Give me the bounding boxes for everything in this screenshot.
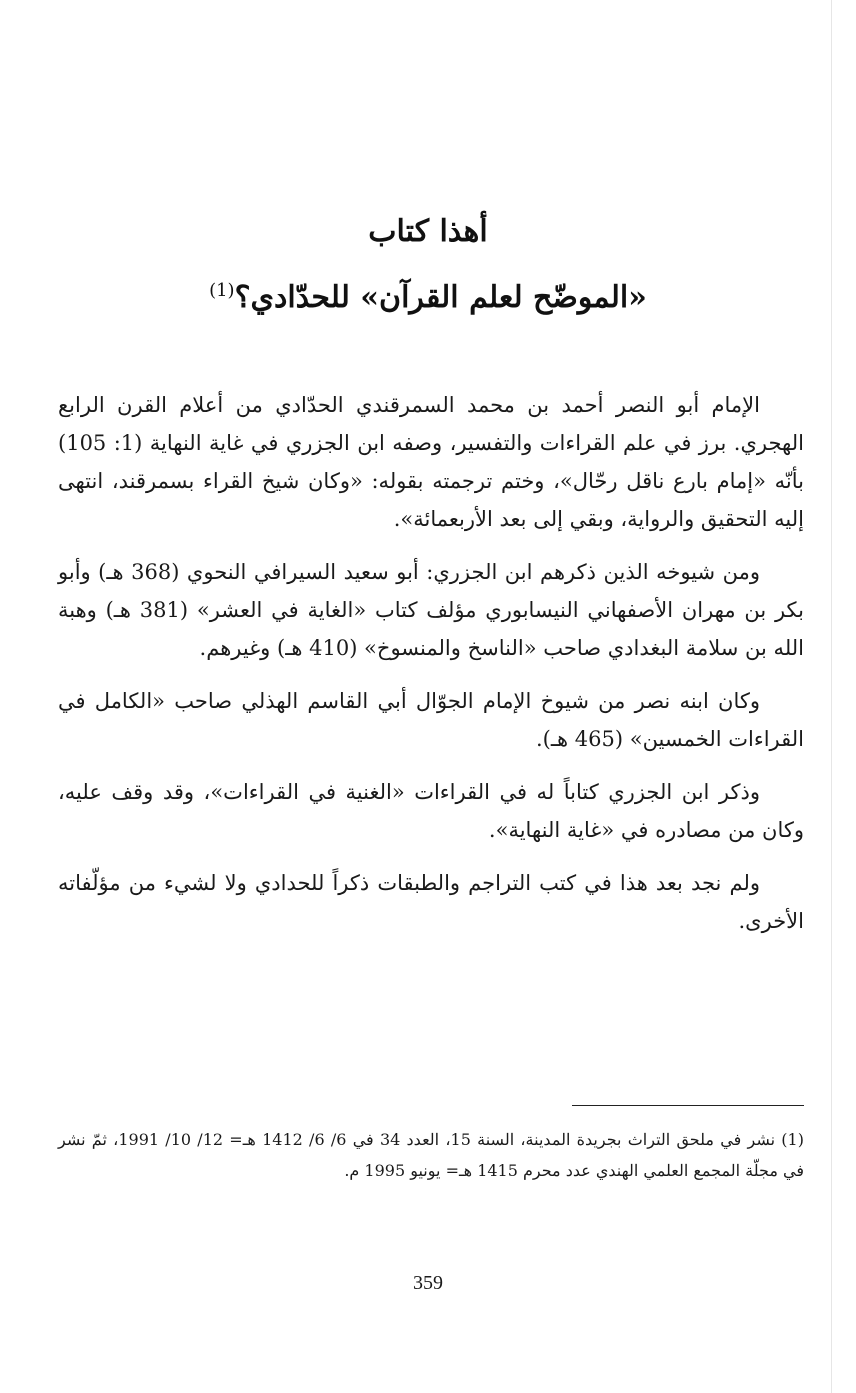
page-number: 359 — [413, 1272, 443, 1294]
paragraph: ولم نجد بعد هذا في كتب التراجم والطبقات ذكراً للحدادي ولا لشيء من مؤلّفاته الأخرى. — [58, 871, 804, 933]
footnote-divider — [572, 1105, 804, 1106]
chapter-title-line-1: أهذا كتاب — [368, 214, 488, 249]
paragraph: ومن شيوخه الذين ذكرهم ابن الجزري: أبو سعيد السيرافي النحوي (368 هـ) وأبو بكر بن مهران الأصفهاني النيسابوري مؤلف كتاب «الغاية في العشر» (381 هـ) وهبة الله بن سلامة البغدادي صاحب «الناسخ والمنسوخ» (410 هـ) وغيرهم. — [58, 560, 804, 660]
chapter-title-line-2 — [40, 280, 816, 315]
chapter-title-text: «الموضّح لعلم القرآن» للحدّادي؟ — [234, 280, 647, 315]
body-text — [58, 386, 804, 955]
footnote-reference: (1) — [209, 280, 235, 301]
page-edge-line — [831, 0, 832, 1393]
paragraph: وكان ابنه نصر من شيوخ الإمام الجوّال أبي القاسم الهذلي صاحب «الكامل في القراءات الخمسين» (465 هـ). — [58, 689, 804, 751]
paragraph: الإمام أبو النصر أحمد بن محمد السمرقندي الحدّادي من أعلام القرن الرابع الهجري. برز في علم القراءات والتفسير، وصفه ابن الجزري في غاية النهاية (1: 105) بأنّه «إمام بارع ناقل رحّال»، وختم ترجمته بقوله: «وكان شيخ القراء بسمرقند، انتهى إليه التحقيق والرواية، وبقي إلى بعد الأربعمائة». — [58, 393, 804, 531]
paragraph: وذكر ابن الجزري كتاباً له في القراءات «الغنية في القراءات»، وقد وقف عليه، وكان من مصادره في «غاية النهاية». — [58, 780, 804, 842]
footnote-text: (1) نشر في ملحق التراث بجريدة المدينة، السنة 15، العدد 34 في 6/ 6/ 1412 هـ= 12/ 10/ 1991، ثمّ نشر في مجلّة المجمع العلمي الهندي عدد محرم 1415 هـ= يونيو 1995 م. — [58, 1130, 804, 1180]
footnote — [58, 1124, 804, 1186]
